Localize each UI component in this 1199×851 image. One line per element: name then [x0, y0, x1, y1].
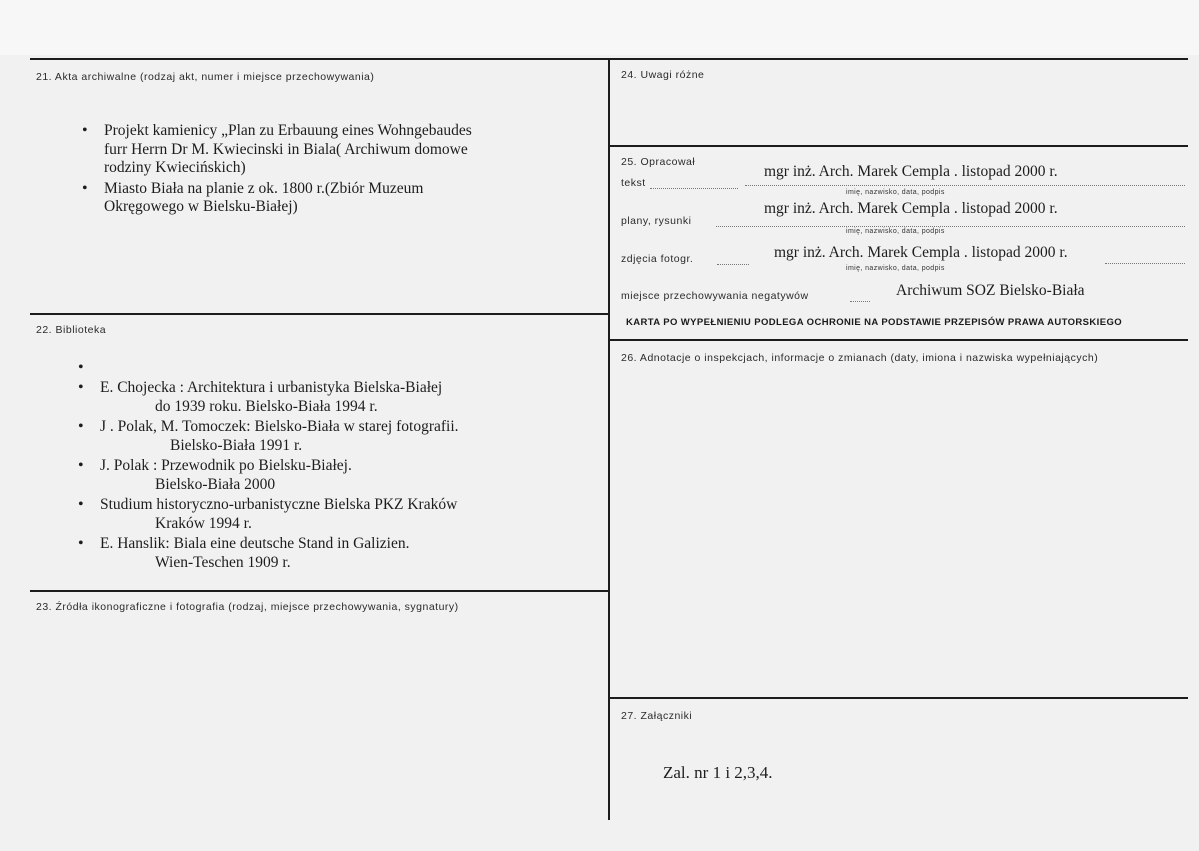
zdjecia-value-line — [1105, 262, 1185, 264]
negatives-label: miejsce przechowywania negatywów — [621, 290, 809, 302]
zdjecia-dotted-line — [717, 263, 749, 265]
list-item — [78, 379, 603, 416]
list-item-line: Wien-Teschen 1909 r. — [155, 553, 291, 571]
divider-24-25 — [609, 145, 1188, 147]
tekst-value-line — [745, 184, 1185, 186]
list-item — [82, 180, 602, 217]
section-26-title: 26. Adnotacje o inspekcjach, informacje o zmianach (daty, imiona i nazwiska wypełniających) — [621, 352, 1099, 364]
section-23-title: 23. Źródła ikonograficzne i fotografia (rodzaj, miejsce przechowywania, sygnatury) — [36, 601, 459, 613]
list-item-line: Bielsko-Biała 1991 r. — [170, 436, 303, 454]
list-item — [78, 535, 603, 572]
divider-25-26 — [609, 339, 1188, 341]
section-25-title: 25. Opracował — [621, 156, 696, 168]
divider-26-27 — [609, 697, 1188, 699]
section-27-title: 27. Załączniki — [621, 710, 693, 722]
list-item — [82, 122, 602, 178]
tekst-caption: imię, nazwisko, data, podpis — [846, 189, 945, 196]
list-item-line: Projekt kamienicy „Plan zu Erbauung eines Wohngebaudes — [104, 122, 472, 139]
plany-value: mgr inż. Arch. Marek Cempla . listopad 2000 r. — [764, 200, 1058, 217]
negatives-dotted-line — [850, 300, 870, 302]
list-item-line: do 1939 roku. Bielsko-Biała 1994 r. — [155, 397, 378, 415]
tekst-value: mgr inż. Arch. Marek Cempla . listopad 2000 r. — [764, 163, 1058, 180]
list-item-line: E. Hanslik: Biala eine deutsche Stand in Galizien. — [100, 535, 410, 552]
list-item — [78, 359, 603, 377]
tekst-dotted-line — [650, 187, 738, 189]
list-item — [78, 496, 603, 533]
list-item-line: Miasto Biała na planie z ok. 1800 r.(Zbiór Muzeum — [104, 179, 424, 197]
negatives-value: Archiwum SOZ Bielsko-Biała — [896, 282, 1085, 299]
tekst-label: tekst — [621, 177, 646, 189]
attachments-value: Zal. nr 1 i 2,3,4. — [663, 763, 773, 782]
zdjecia-caption: imię, nazwisko, data, podpis — [846, 265, 945, 272]
section-24-title: 24. Uwagi różne — [621, 69, 705, 81]
section-21-title: 21. Akta archiwalne (rodzaj akt, numer i miejsce przechowywania) — [36, 71, 375, 83]
list-item — [78, 418, 603, 455]
plany-dotted-line — [716, 225, 1185, 227]
list-item-line: Bielsko-Biała 2000 — [155, 475, 276, 493]
copyright-notice: KARTA PO WYPEŁNIENIU PODLEGA OCHRONIE NA PODSTAWIE PRZEPISÓW PRAWA AUTORSKIEGO — [626, 317, 1123, 328]
bibliography-list — [78, 359, 603, 574]
list-item-line: J . Polak, M. Tomoczek: Bielsko-Biała w starej fotografii. — [100, 418, 459, 435]
list-item-line: Studium historyczno-urbanistyczne Bielska PKZ Kraków — [100, 496, 458, 513]
zdjecia-label: zdjęcia fotogr. — [621, 253, 694, 265]
list-item-line: E. Chojecka : Architektura i urbanistyka Bielska-Białej — [100, 379, 443, 396]
plany-label: plany, rysunki — [621, 215, 692, 227]
center-divider — [608, 58, 610, 820]
list-item-line: J. Polak : Przewodnik po Bielsku-Białej. — [100, 457, 352, 474]
archival-records-list — [82, 122, 602, 219]
list-item-line: rodziny Kwiecińskich) — [104, 159, 246, 176]
plany-caption: imię, nazwisko, data, podpis — [846, 228, 945, 235]
list-item-line: Okręgowego w Bielsku-Białej) — [104, 198, 298, 215]
list-item — [78, 457, 603, 494]
section-22-title: 22. Biblioteka — [36, 324, 107, 336]
list-item-line: furr Herrn Dr M. Kwiecinski in Biala( Archiwum domowe — [104, 140, 468, 158]
zdjecia-value: mgr inż. Arch. Marek Cempla . listopad 2000 r. — [774, 244, 1068, 261]
divider-22-23 — [30, 590, 610, 592]
divider-21-22 — [30, 313, 610, 315]
list-item-line: Kraków 1994 r. — [155, 514, 252, 532]
